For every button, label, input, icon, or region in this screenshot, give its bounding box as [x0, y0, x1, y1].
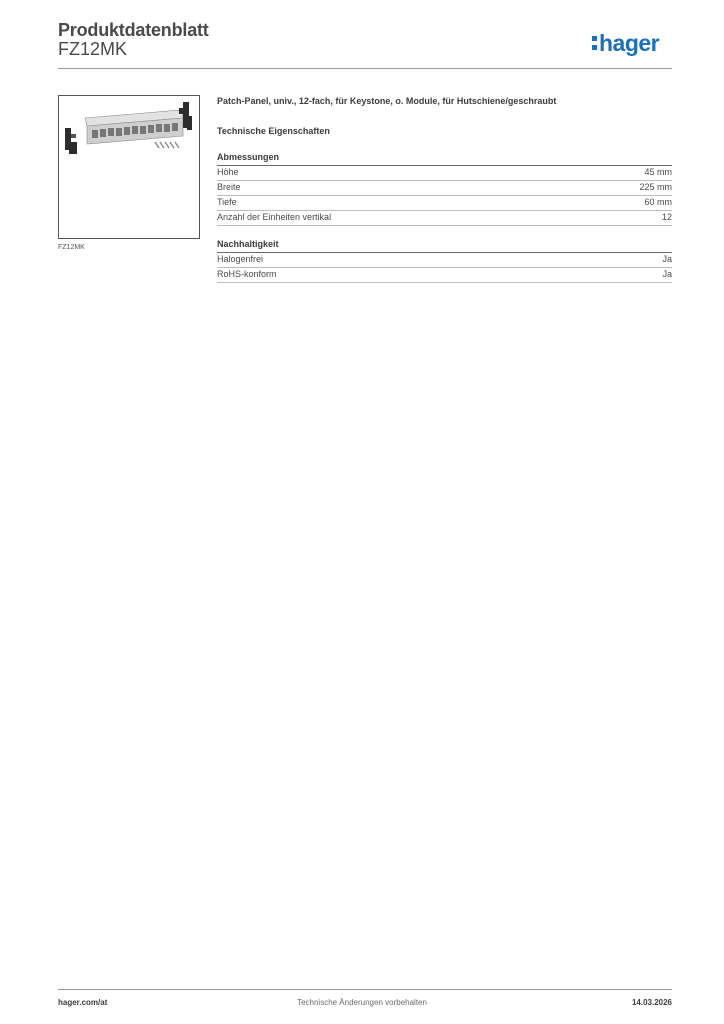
spec-label: Halogenfrei	[217, 254, 264, 264]
spec-label: Tiefe	[217, 197, 237, 207]
spec-group-sustainability	[217, 239, 672, 283]
spec-row	[217, 181, 672, 196]
spec-label: RoHS-konform	[217, 269, 277, 279]
spec-value: Ja	[662, 254, 672, 264]
footer-website-link[interactable]: hager.com/at	[58, 998, 108, 1007]
footer-date: 14.03.2026	[631, 998, 672, 1007]
product-code: FZ12MK	[58, 39, 128, 59]
spec-row	[217, 196, 672, 211]
spec-group-dimensions	[217, 152, 672, 226]
product-image	[58, 95, 200, 239]
spec-group-title: Abmessungen	[217, 152, 672, 166]
spec-label: Höhe	[217, 167, 239, 177]
page-title: Produktdatenblatt	[58, 20, 209, 40]
spec-row	[217, 211, 672, 226]
spec-value: 45 mm	[644, 167, 672, 177]
svg-text:hager: hager	[599, 30, 660, 56]
footer-divider	[58, 989, 672, 990]
header-divider	[58, 68, 672, 69]
spec-row	[217, 268, 672, 283]
spec-label: Anzahl der Einheiten vertikal	[217, 212, 332, 222]
spec-group-title: Nachhaltigkeit	[217, 239, 672, 253]
spec-value: 60 mm	[644, 197, 672, 207]
spec-row	[217, 253, 672, 268]
section-title-technical: Technische Eigenschaften	[217, 126, 330, 136]
product-details	[217, 96, 672, 296]
spec-row	[217, 166, 672, 181]
hager-logo	[590, 24, 674, 64]
spec-label: Breite	[217, 182, 241, 192]
image-caption: FZ12MK	[58, 244, 85, 251]
spec-value: Ja	[662, 269, 672, 279]
spec-value: 12	[661, 212, 672, 222]
spec-value: 225 mm	[639, 182, 672, 192]
product-description: Patch-Panel, univ., 12-fach, für Keystone, o. Module, für Hutschiene/geschraubt	[217, 96, 557, 106]
footer-note: Technische Änderungen vorbehalten	[297, 998, 427, 1007]
